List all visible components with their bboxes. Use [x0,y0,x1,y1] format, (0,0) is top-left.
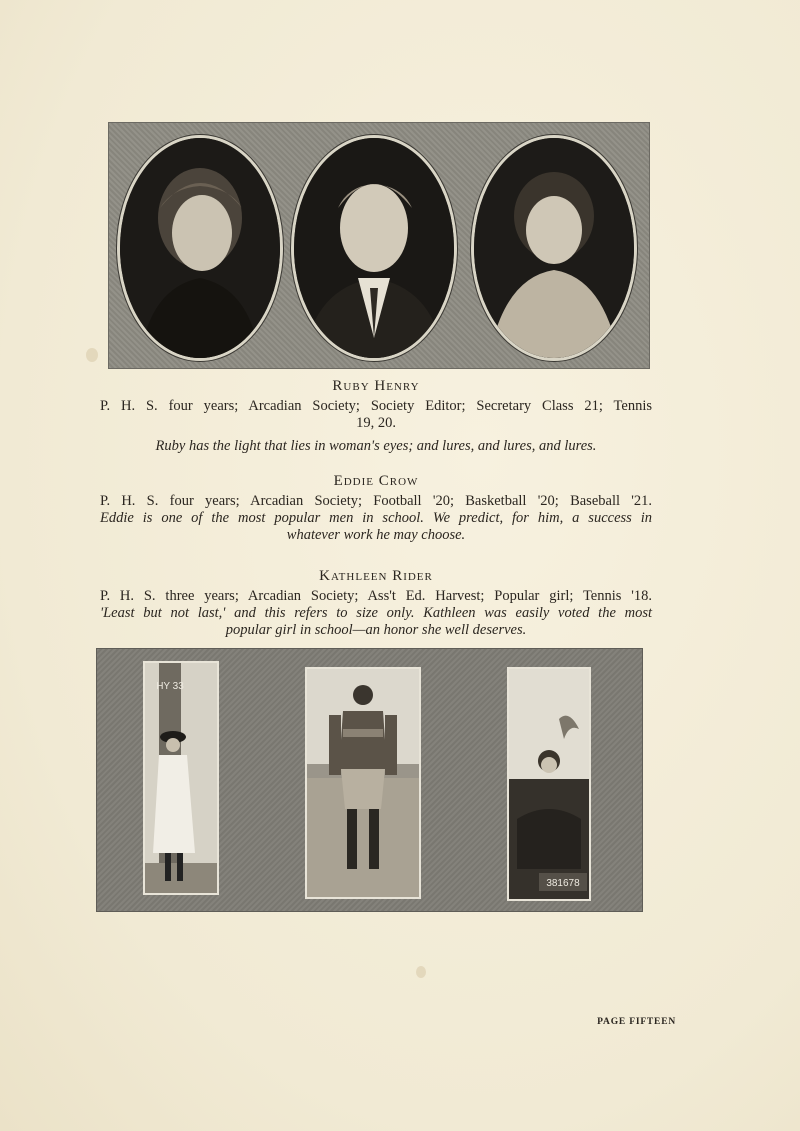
snapshot-panel [96,648,643,912]
student-name: Ruby Henry [332,378,420,394]
activities-line: P. H. S. four years; Arcadian Society; Football '20; Basketball '20; Baseball '21. [100,493,652,509]
snapshot-girl-in-car [507,667,591,901]
snapshot-football-player [305,667,421,899]
paper-stain [416,966,426,978]
portrait-kathleen-rider [471,135,637,361]
portrait-panel [108,122,650,369]
pole-sign-text: HY 33 [156,681,184,692]
activities-line: P. H. S. four years; Arcadian Society; Society Editor; Secretary Class 21; Tennis [100,398,652,414]
snapshot-girl-by-pole [143,661,219,895]
bio-ruby-henry [100,378,652,455]
student-quote-line: 'Least but not last,' and this refers to size only. Kathleen was easily voted the most [100,605,652,621]
activities-line: P. H. S. three years; Arcadian Society; Ass't Ed. Harvest; Popular girl; Tennis '18. [100,588,652,604]
paper-stain [86,348,98,362]
license-plate-text: 381678 [546,878,580,889]
student-quote-line: whatever work he may choose. [286,527,466,543]
bio-eddie-crow [100,473,652,544]
portrait-eddie-crow [291,135,457,361]
student-quote-line: popular girl in school—an honor she well deserves. [225,622,527,638]
student-name: Kathleen Rider [319,568,433,584]
student-quote-line: Eddie is one of the most popular men in school. We predict, for him, a success in [100,510,652,526]
bio-kathleen-rider [100,568,652,639]
page-number: PAGE FIFTEEN [597,1017,676,1027]
student-quote: Ruby has the light that lies in woman's eyes; and lures, and lures, and lures. [155,438,597,454]
activities-line: 19, 20. [356,415,396,431]
student-name: Eddie Crow [333,473,419,489]
portrait-ruby-henry [117,135,283,361]
